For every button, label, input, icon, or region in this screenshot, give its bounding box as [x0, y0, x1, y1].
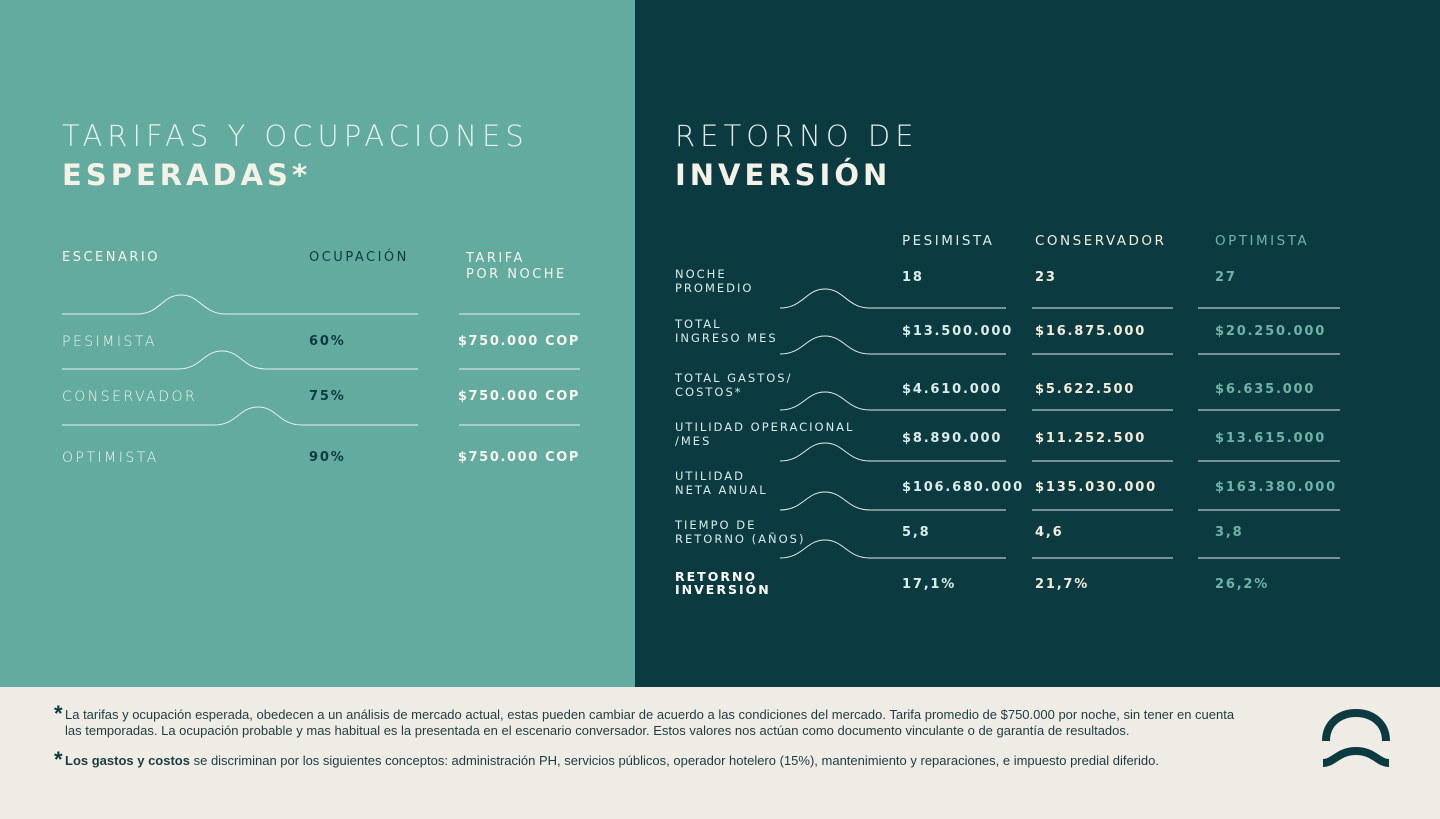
cell-ingreso-pesimista: $13.500.000: [902, 324, 1014, 339]
row-label-total-ingreso: TOTAL INGRESO MES: [675, 317, 778, 345]
row-optimista-label: OPTIMISTA: [62, 450, 159, 466]
row-pesimista-ocupacion: 60%: [309, 334, 346, 349]
row-optimista-ocupacion: 90%: [309, 450, 346, 465]
footnote-star-1: *: [54, 701, 63, 726]
row-label-utilidad-neta: UTILIDAD NETA ANUAL: [675, 469, 768, 497]
divider-right-3: [780, 392, 1006, 410]
cell-neta-optimista: $163.380.000: [1215, 480, 1337, 495]
cell-gastos-optimista: $6.635.000: [1215, 382, 1316, 397]
cell-operacional-conservador: $11.252.500: [1035, 431, 1147, 446]
footnote-rates-text: La tarifas y ocupación esperada, obedecen a un análisis de mercado actual, estas pueden cambiar de acuerdo a las condiciones del mercado. Tarifa promedio de $750.000 por noche, sin tener en cuenta las temporadas. La ocupación probable y mas habitual es la presentada en el escenario conversador. Estos valores nos actúan como documento vinculante o de garantía de resultados.: [65, 707, 1235, 738]
cell-operacional-optimista: $13.615.000: [1215, 431, 1327, 446]
row-label-tiempo-retorno: TIEMPO DE RETORNO (AÑOS): [675, 518, 806, 546]
footnote-costs-text: se discriminan por los siguientes conceptos: administración PH, servicios públicos, operador hotelero (15%), mantenimiento y reparaciones, e impuesto predial diferido.: [189, 753, 1159, 768]
cell-gastos-pesimista: $4.610.000: [902, 382, 1003, 397]
row-conservador-ocupacion: 75%: [309, 389, 346, 404]
footnote-costs-bold: Los gastos y costos: [65, 753, 190, 768]
cell-gastos-conservador: $5.622.500: [1035, 382, 1136, 397]
cell-retorno-pesimista: 17,1%: [902, 577, 957, 592]
row-pesimista-tarifa: $750.000 COP: [457, 334, 580, 349]
cell-retorno-optimista: 26,2%: [1215, 577, 1270, 592]
row-label-total-gastos: TOTAL GASTOS/ COSTOS*: [675, 371, 793, 399]
divider-right-4: [780, 443, 1006, 461]
cell-noche-optimista: 27: [1215, 270, 1237, 285]
col-header-conservador: CONSERVADOR: [1035, 233, 1167, 249]
row-conservador-tarifa: $750.000 COP: [457, 389, 580, 404]
roi-title-light: RETORNO DE: [675, 119, 919, 153]
cell-tiempo-conservador: 4,6: [1035, 525, 1064, 540]
row-label-utilidad-operacional: UTILIDAD OPERACIONAL /MES: [675, 420, 855, 448]
cell-neta-conservador: $135.030.000: [1035, 480, 1157, 495]
cell-ingreso-optimista: $20.250.000: [1215, 324, 1327, 339]
cell-tiempo-pesimista: 5,8: [902, 525, 931, 540]
header-tarifa: TARIFA POR NOCHE: [466, 251, 567, 282]
divider-right-6: [780, 540, 1006, 558]
footnote-rates: [54, 701, 1254, 739]
rates-title-bold: ESPERADAS*: [62, 158, 312, 192]
cell-ingreso-conservador: $16.875.000: [1035, 324, 1147, 339]
divider-left-header: [62, 295, 418, 314]
footnote-costs: [54, 747, 1254, 772]
arch-wave-logo-icon: [1320, 707, 1392, 769]
row-pesimista-label: PESIMISTA: [62, 334, 157, 350]
divider-left-row2: [62, 407, 418, 425]
header-escenario: ESCENARIO: [62, 250, 160, 265]
roi-title-bold: INVERSIÓN: [675, 158, 892, 192]
divider-left-row1: [62, 351, 418, 369]
row-optimista-tarifa: $750.000 COP: [457, 450, 580, 465]
divider-right-2: [780, 336, 1006, 354]
cell-noche-pesimista: 18: [902, 270, 924, 285]
rates-title-light: TARIFAS Y OCUPACIONES: [62, 119, 529, 153]
cell-neta-pesimista: $106.680.000: [902, 480, 1024, 495]
footnote-star-2: *: [54, 747, 63, 772]
col-header-pesimista: PESIMISTA: [902, 233, 995, 249]
row-conservador-label: CONSERVADOR: [62, 389, 198, 405]
divider-right-1: [780, 289, 1006, 308]
divider-right-5: [780, 492, 1006, 510]
cell-operacional-pesimista: $8.890.000: [902, 431, 1003, 446]
cell-retorno-conservador: 21,7%: [1035, 577, 1090, 592]
row-label-noche-promedio: NOCHE PROMEDIO: [675, 267, 754, 295]
col-header-optimista: OPTIMISTA: [1215, 233, 1310, 249]
header-ocupacion: OCUPACIÓN: [309, 250, 409, 265]
cell-tiempo-optimista: 3,8: [1215, 525, 1244, 540]
row-label-retorno-inversion: RETORNO INVERSIÓN: [675, 569, 771, 597]
cell-noche-conservador: 23: [1035, 270, 1057, 285]
